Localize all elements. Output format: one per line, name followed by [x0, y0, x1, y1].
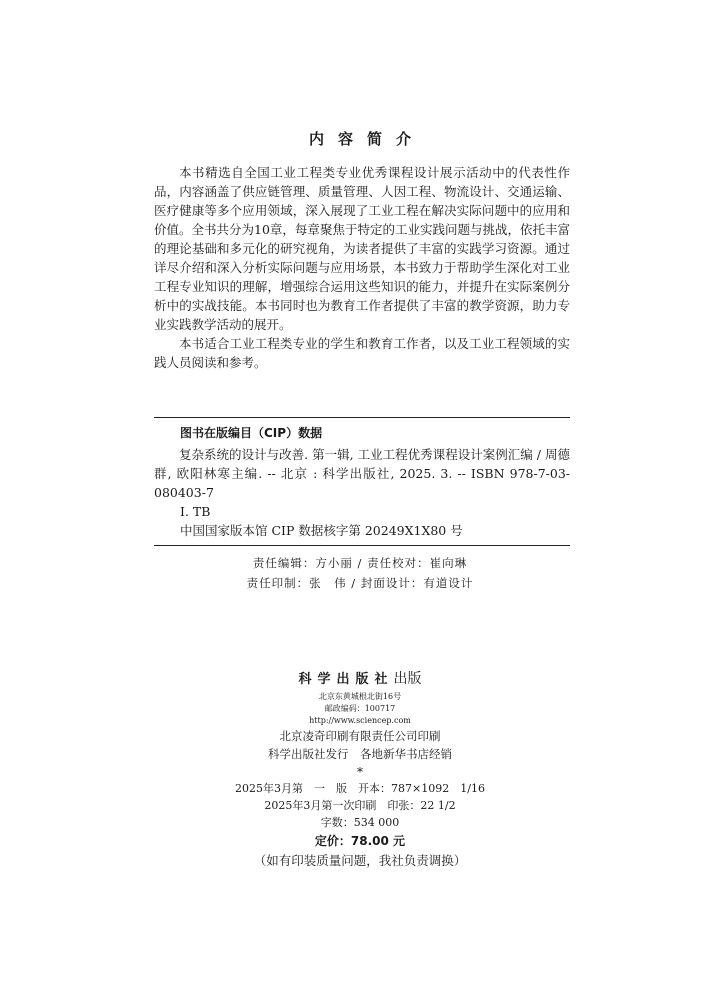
publisher-suffix: 出版 [393, 671, 422, 687]
cip-block [154, 424, 570, 540]
publisher-name [0, 668, 720, 691]
edition-line: 2025年3月第 一 版 开本：787×1092 1/16 [235, 782, 485, 795]
summary-paragraph-2: 本书适合工业工程类专业的学生和教育工作者，以及工业工程领域的实践人员阅读和参考。 [154, 336, 570, 370]
book-specs [0, 780, 720, 871]
cip-classification: Ⅰ. TB [180, 504, 211, 519]
publisher-address: 北京东黄城根北街16号 [318, 692, 402, 701]
cip-record-number: 中国国家版本馆 CIP 数据核字第 20249X1X80 号 [180, 523, 463, 538]
cip-heading: 图书在版编目（CIP）数据 [180, 426, 323, 440]
separator-star: * [357, 765, 363, 779]
quality-note: （如有印装质量问题，我社负责调换） [253, 853, 467, 868]
price-line: 定价：78.00 元 [314, 834, 406, 848]
distribution-info: 科学出版社发行 各地新华书店经销 [268, 747, 452, 761]
publisher-info [0, 668, 720, 763]
summary-paragraph-1: 本书精选自全国工业工程类专业优秀课程设计展示活动中的代表性作品，内容涵盖了供应链管理、质量管理、人因工程、物流设计、交通运输、医疗健康等多个应用领域，深入展现了工业工程在解决实际问题中的应用和价值。全书共分为10章，每章聚焦于特定的工业实践问题与挑战，依托丰富的理论基础和多元化的研究视角，为读者提供了丰富的实践学习资源。通过详尽介绍和深入分析实际问题与应用场景，本书致力于帮助学生深化对工业工程专业知识的理解，增强综合运用这些知识的能力，并提升在实际案例分析中的实战技能。本书同时也为教育工作者提供了丰富的教学资源，助力专业实践教学活动的展开。 [154, 165, 570, 332]
publisher-logo: 科学出版社 [298, 672, 394, 687]
wordcount-line: 字数：534 000 [320, 816, 400, 829]
summary-title: 内容简介 [308, 130, 425, 148]
staff-line-production: 责任印制：张 伟 / 封面设计：有道设计 [246, 576, 474, 590]
printing-line: 2025年3月第一次印刷 印张：22 1/2 [264, 799, 456, 812]
staff-credits [0, 553, 720, 593]
cip-bottom-rule [154, 545, 570, 546]
summary-body [154, 163, 570, 372]
cip-top-rule [154, 417, 570, 418]
printer-info: 北京凌奇印刷有限责任公司印刷 [279, 729, 441, 743]
cip-description: 复杂系统的设计与改善. 第一辑, 工业工程优秀课程设计案例汇编 / 周德群, 欧阳林寒主编. -- 北京 : 科学出版社, 2025. 3. -- ISBN 978-7-03-080403-7 [154, 447, 570, 500]
staff-line-editors: 责任编辑：方小丽 / 责任校对：崔向琳 [252, 556, 468, 570]
publisher-website: http://www.sciencep.com [309, 716, 411, 725]
publisher-postcode: 邮政编码：100717 [324, 704, 396, 713]
